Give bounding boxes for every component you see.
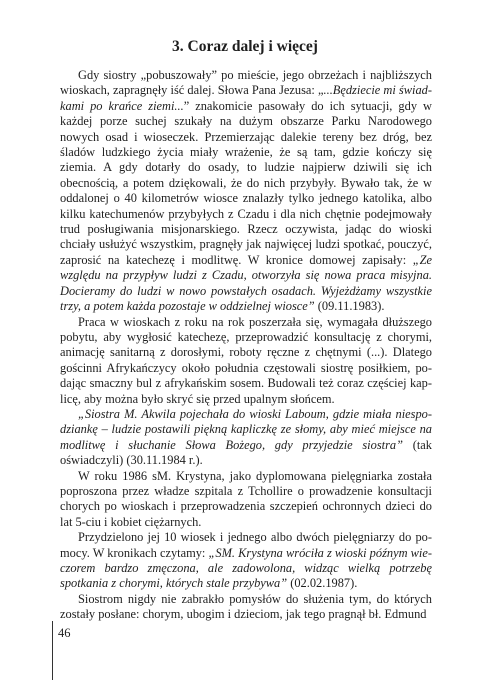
text-run: W roku 1986 sM. Krystyna, jako dyplomowana pielęgniarka została poproszona przez władze szpitala z Tchollire o prowadzenie konsultacji chorych po wioskach i przeprowadzenia szczepień ochronnych dzieci do lat 5-ciu i kobiet ciężarnych. bbox=[60, 468, 432, 529]
text-run: (02.02.1987). bbox=[287, 576, 358, 591]
chapter-title: 3. Coraz dalej i więcej bbox=[172, 38, 318, 55]
page-number: 46 bbox=[58, 626, 71, 640]
paragraph bbox=[60, 407, 432, 469]
italic-quote: „Ze względu na przypływ ludzi z Czadu, otworzyła się nowa praca misyjna. Docieramy do ludzi w nowo powstałych osadach. Wyjeżdżamy wszystkie trzy, a potem każda pozostaje w oddzielnej wiosce” bbox=[60, 252, 432, 314]
italic-quote: „SM. Krystyna wróciła z wioski późnym wieczorem bardzo zmęczona, ale zadowolona, widząc wielką potrzebę spotkania z chorymi, których stale przybywa” bbox=[60, 545, 432, 591]
page-number-rule bbox=[52, 621, 53, 680]
text-run: (09.11.1983). bbox=[314, 299, 385, 314]
italic-quote: ...Będziecie mi świadkami po krańce ziemi... bbox=[60, 83, 432, 113]
paragraph bbox=[60, 68, 432, 315]
text-run: (tak oświadczyli) (30.11.1984 r.). bbox=[60, 437, 432, 468]
text-run: ” znakomicie pasowały do ich sytuacji, gdy w każdej porze suchej szukały na dużym obszarze Parku Narodowego nowych osad i wioseczek. Przemierzając dalekie tereny bez dróg, bez śladów ludzkiego życia miały wrażenie, że są tam, gdzie kończy się ziemia. A gdy dotarły do osady, to ludzie najpierw dziwili się ich obecnością, a potem dziękowali, że do nich przybyły. Bywało tak, że w oddalonej o 40 kilometrów wiosce znalazły tylko jednego katolika, albo kilku katechumenów przybyłych z Czadu i dla nich chętnie podejmowały trud posługiwania misjonarskiego. Rzecz oczywista, jadąc do wioski chciały usłużyć wszystkim, pragnęły jak najwięcej ludzi spotkać, pouczyć, zaprosić na katechezę i modlitwę. W kronice domowej zapisały: bbox=[60, 98, 432, 267]
paragraph bbox=[60, 315, 432, 407]
italic-quote: „Siostra M. Akwila pojechała do wioski Laboum, gdzie miała niespodziankę – ludzie postawili piękną kapliczkę ze słomy, aby mieć miejsce na modlitwę i słuchanie Słowa Bożego, gdy przyjedzie siostra” bbox=[60, 406, 432, 452]
paragraph bbox=[60, 530, 432, 592]
text-run: Gdy siostry „pobuszowały” po mieście, jego obrzeżach i najbliższych wioskach, zapragnęły iść dalej. Słowa Pana Jezusa: „ bbox=[60, 68, 432, 98]
paragraph bbox=[60, 469, 432, 531]
body-text bbox=[60, 68, 432, 623]
text-run: Przydzielono jej 10 wiosek i jednego albo dwóch pielęgniarzy do pomocy. W kronikach czytamy: bbox=[60, 530, 432, 560]
text-run: Siostrom nigdy nie zabrakło pomysłów do służenia tym, do których zostały posłane: chorym, ubogim i dzieciom, jak tego pragnął bł. Edmund bbox=[60, 591, 432, 622]
paragraph bbox=[60, 592, 432, 623]
text-run: Praca w wioskach z roku na rok poszerzała się, wymagała dłuższego pobytu, aby wygłosić katechezę, przeprowadzić konsultację z chorymi, animację sanitarną z dorosłymi, roboty ręczne z chętnymi (...). Dlatego gościnni Afrykańczycy około południa częstowali siostrę posiłkiem, podając smaczny bul z afrykańskim sosem. Budowali też coraz częściej kaplicę, aby można było skryć się przed upalnym słońcem. bbox=[60, 314, 432, 406]
